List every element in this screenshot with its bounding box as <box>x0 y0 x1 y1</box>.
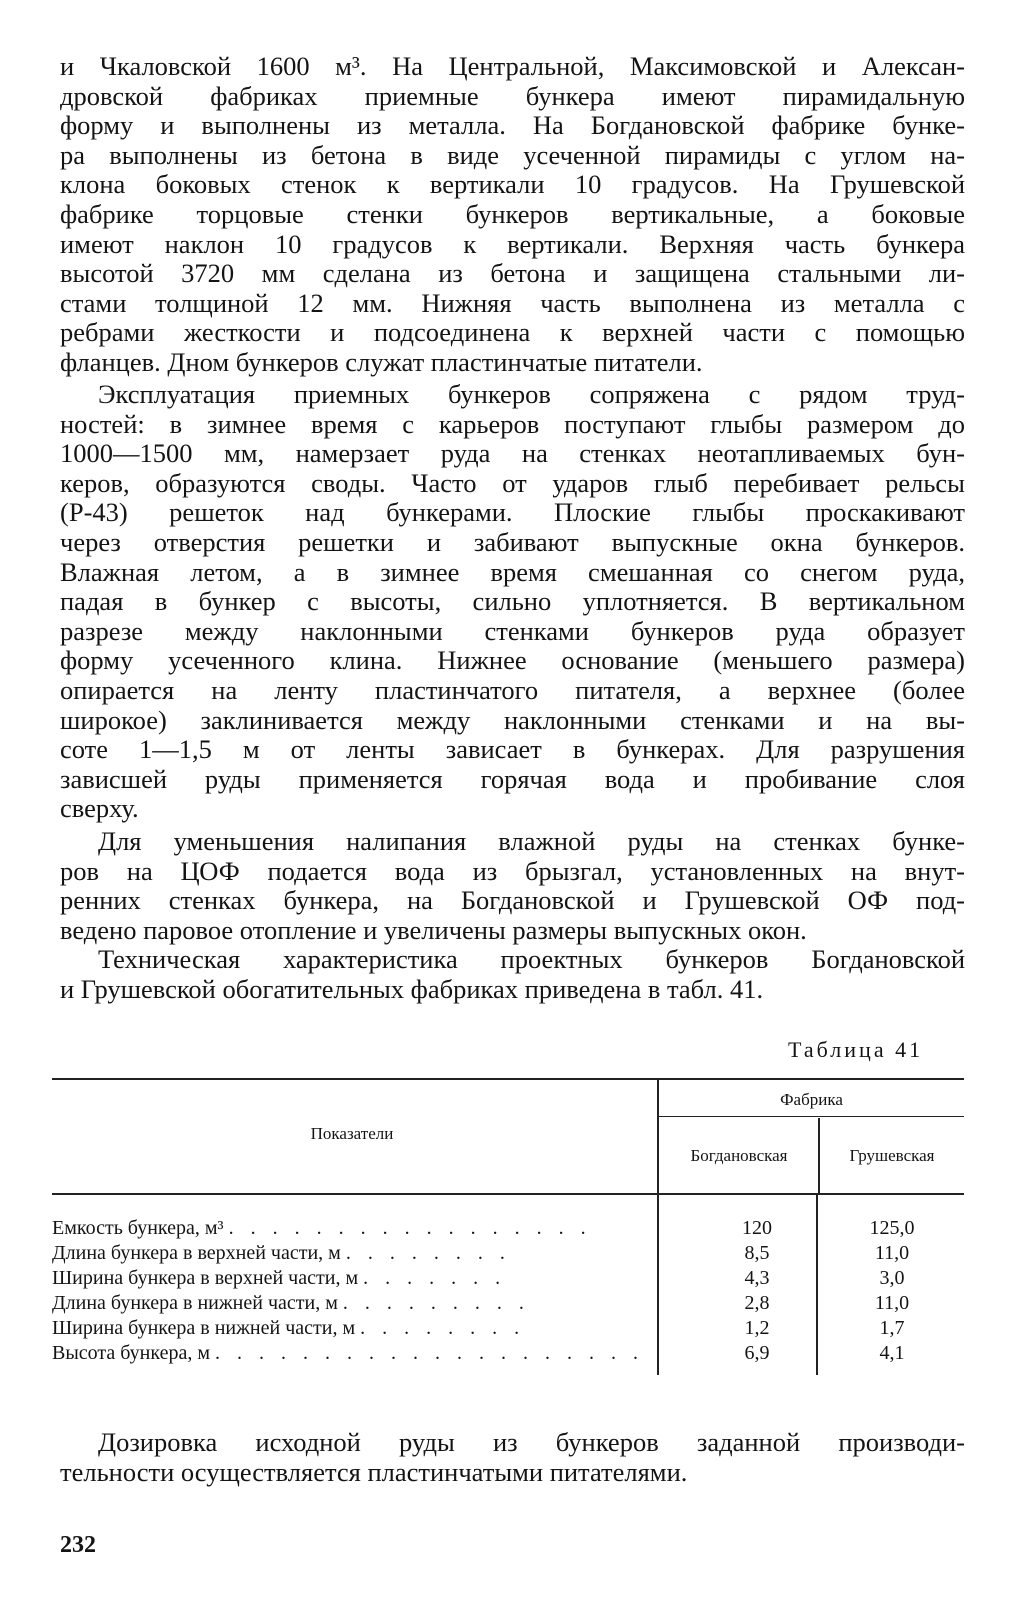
header-indicators: Показатели <box>310 1124 394 1143</box>
value-bogdanovskaya: 1,2 <box>744 1317 770 1339</box>
value-grushevskaya: 11,0 <box>874 1242 910 1264</box>
header-bogdanovskaya: Богдановская <box>690 1146 788 1165</box>
table-top-rule <box>52 1078 964 1080</box>
paragraph-5 <box>60 1428 965 1487</box>
leader-dots: . . . . . . . . . . . . . . . . . . . . <box>215 1342 644 1364</box>
text-line: фланцев. Дном бункеров служат пластинчатые питатели. <box>60 346 703 377</box>
text-line: Влажная летом, а в зимнее время смешанная со снегом руда, <box>60 556 965 587</box>
text-line: ребрами жесткости и подсоединена к верхней части с помощью <box>60 317 965 348</box>
text-line: зависшей руды применяется горячая вода и пробивание слоя <box>60 763 965 794</box>
value-grushevskaya: 1,7 <box>879 1317 905 1339</box>
text-line: ров на ЦОФ подается вода из брызгал, установленных на внут- <box>60 855 965 886</box>
text-line: сверху. <box>60 793 139 824</box>
row-label: Ширина бункера в верхней части, м <box>52 1267 359 1289</box>
table-row <box>52 1341 964 1366</box>
paragraph-1 <box>60 52 965 378</box>
text-line: клона боковых стенок к вертикали 10 градусов. На Грушевской <box>60 169 965 200</box>
leader-dots: . . . . . . . . <box>345 1242 511 1264</box>
table-caption: Таблица 41 <box>788 1037 924 1062</box>
text-line: имеют наклон 10 градусов к вертикали. Верхняя часть бункера <box>60 228 965 259</box>
text-line: падая в бункер с высоты, сильно уплотняется. В вертикальном <box>60 586 965 617</box>
text-line: Техническая характеристика проектных бункеров Богдановской <box>98 944 965 974</box>
page-number: 232 <box>60 1532 96 1558</box>
text-line: и Грушевской обогатительных фабриках приведена в табл. 41. <box>60 973 764 1004</box>
value-bogdanovskaya: 8,5 <box>744 1242 770 1264</box>
value-bogdanovskaya: 4,3 <box>744 1267 770 1289</box>
text-line: разрезе между наклонными стенками бункеров руда образует <box>60 615 965 646</box>
text-line: ведено паровое отопление и увеличены размеры выпускных окон. <box>60 914 807 945</box>
text-line: керов, образуются своды. Часто от ударов глыб перебивает рельсы <box>60 467 965 498</box>
text-line: высотой 3720 мм сделана из бетона и защищена стальными ли- <box>60 258 965 289</box>
text-line: Для уменьшения налипания влажной руды на стенках бунке- <box>98 826 965 856</box>
text-line: дровской фабриках приемные бункера имеют пирамидальную <box>60 80 965 111</box>
header-subrule <box>659 1116 964 1117</box>
text-line: Дозировка исходной руды из бункеров заданной производи- <box>98 1427 965 1457</box>
text-line: опирается на ленту пластинчатого питателя, а верхнее (более <box>60 674 965 705</box>
text-line: ностей: в зимнее время с карьеров поступают глыбы размером до <box>60 408 965 439</box>
leader-dots: . . . . . . . <box>363 1267 507 1289</box>
text-line: через отверстия решетки и забивают выпускные окна бункеров. <box>60 526 965 557</box>
value-bogdanovskaya: 2,8 <box>744 1292 770 1314</box>
value-grushevskaya: 11,0 <box>874 1292 910 1314</box>
header-factory: Фабрика <box>780 1090 843 1109</box>
table-row <box>52 1291 964 1316</box>
row-label: Длина бункера в верхней части, м <box>52 1242 341 1264</box>
row-label: Ширина бункера в нижней части, м <box>52 1317 356 1339</box>
row-label: Длина бункера в нижней части, м <box>52 1292 338 1314</box>
text-line: Эксплуатация приемных бункеров сопряжена с рядом труд- <box>98 379 965 409</box>
table-row <box>52 1216 964 1241</box>
row-label: Высота бункера, м <box>52 1342 210 1364</box>
paragraph-2 <box>60 380 965 824</box>
paragraph-3 <box>60 827 965 945</box>
text-line: стами толщиной 12 мм. Нижняя часть выполнена из металла с <box>60 287 965 318</box>
header-grushevskaya: Грушевская <box>849 1146 935 1165</box>
text-line: форму и выполнены из металла. На Богдановской фабрике бунке- <box>60 110 965 141</box>
text-line: ренних стенках бункера, на Богдановской и Грушевской ОФ под- <box>60 885 965 916</box>
table-row <box>52 1241 964 1266</box>
text-line: форму усеченного клина. Нижнее основание (меньшего размера) <box>60 645 965 676</box>
value-bogdanovskaya: 6,9 <box>744 1342 770 1364</box>
text-line: (Р-43) решеток над бункерами. Плоские глыбы проскакивают <box>60 497 965 528</box>
leader-dots: . . . . . . . . . <box>342 1292 530 1314</box>
header-bottom-rule <box>52 1193 964 1195</box>
text-line: ра выполнены из бетона в виде усеченной пирамиды с углом на- <box>60 139 965 170</box>
value-grushevskaya: 3,0 <box>879 1267 905 1289</box>
value-grushevskaya: 125,0 <box>869 1217 915 1239</box>
value-bogdanovskaya: 120 <box>742 1217 772 1239</box>
table-row <box>52 1316 964 1341</box>
text-line: и Чкаловской 1600 м³. На Центральной, Максимовской и Алексан- <box>60 51 965 81</box>
text-line: фабрике торцовые стенки бункеров вертикальные, а боковые <box>60 198 965 229</box>
text-line: соте 1—1,5 м от ленты зависает в бункерах. Для разрушения <box>60 734 965 765</box>
paragraph-4 <box>60 945 965 1004</box>
leader-dots: . . . . . . . . . . . . . . . . . <box>228 1217 592 1239</box>
text-line: 1000—1500 мм, намерзает руда на стенках неотапливаемых бун- <box>60 438 965 469</box>
text-line: тельности осуществляется пластинчатыми питателями. <box>60 1456 688 1487</box>
leader-dots: . . . . . . . . <box>360 1317 526 1339</box>
row-label: Емкость бункера, м³ <box>52 1217 224 1239</box>
table-row <box>52 1266 964 1291</box>
data-table <box>52 1078 964 1378</box>
value-grushevskaya: 4,1 <box>879 1342 905 1364</box>
text-line: широкое) заклинивается между наклонными стенками и на вы- <box>60 704 965 735</box>
